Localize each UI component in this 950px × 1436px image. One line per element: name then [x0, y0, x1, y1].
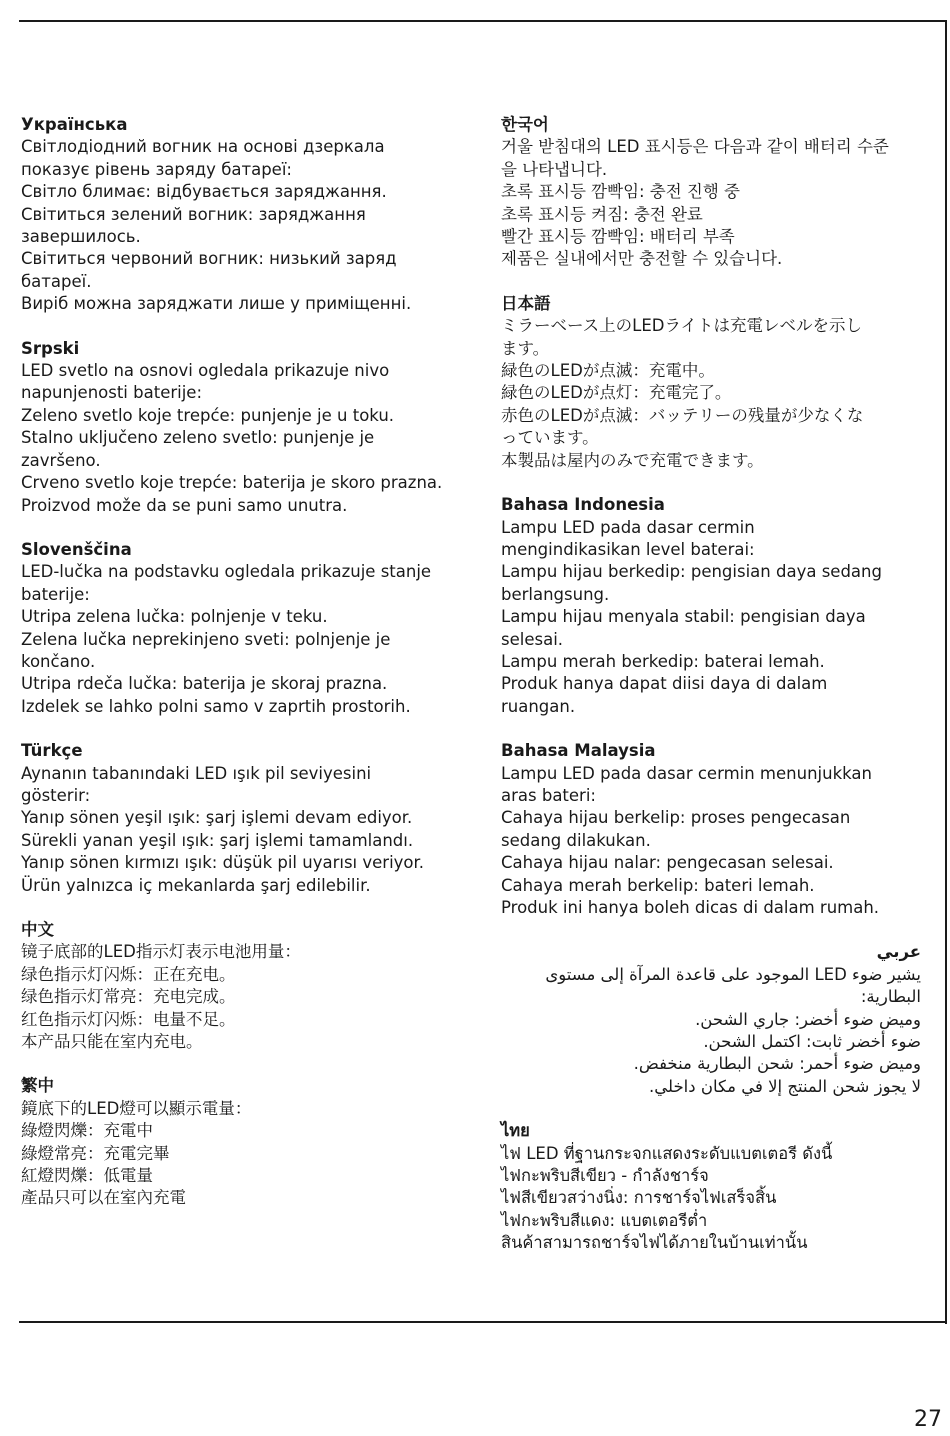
instruction-line: завершилось.: [21, 227, 141, 247]
instruction-line: berlangsung.: [501, 584, 610, 604]
instruction-line: 빨간 표시등 깜빡임: 배터리 부족: [501, 227, 735, 247]
instruction-line: Produk hanya dapat diisi daya di dalam: [501, 674, 828, 694]
instruction-line: Світиться зелений вогник: заряджання: [21, 204, 366, 224]
instruction-line: sedang dilakukan.: [501, 830, 651, 850]
instruction-line: 绿色指示灯闪烁：正在充电。: [21, 964, 236, 984]
instruction-line: 镜子底部的LED指示灯表示电池用量：: [21, 942, 301, 962]
instruction-line: Produk ini hanya boleh dicas di dalam rumah.: [501, 898, 880, 917]
instruction-line: Izdelek se lahko polni samo v zaprtih prostorih.: [21, 696, 411, 716]
language-section-lang-left_column-0: [21, 114, 476, 316]
instruction-line: يشير ضوء LED الموجود على قاعدة المرآة إلى مستوى: [545, 964, 921, 984]
instruction-line: ます。: [501, 338, 550, 358]
instruction-line: ruangan.: [501, 696, 576, 716]
instruction-line: 鏡底下的LED燈可以顯示電量：: [21, 1098, 252, 1118]
language-section-sloven-ina: [21, 539, 476, 718]
instruction-line: napunjenosti baterije:: [21, 383, 203, 403]
instruction-line: aras bateri:: [501, 785, 596, 805]
instruction-line: لا يجوز شحن المنتج إلا في مكان داخلي.: [649, 1076, 921, 1096]
language-heading: 繁中: [21, 1076, 54, 1096]
instruction-line: ไฟสีเขียวสว่างนิ่ง: การชาร์จไฟเสร็จสิ้น: [501, 1188, 777, 1208]
instruction-line: Utripa rdeča lučka: baterija je skoraj prazna.: [21, 674, 388, 694]
instruction-line: Виріб можна заряджати лише у приміщенні.: [21, 294, 412, 314]
language-heading: Bahasa Malaysia: [501, 741, 656, 761]
instruction-line: 绿色指示灯常亮：充电完成。: [21, 987, 236, 1007]
instruction-line: LED-lučka na podstavku ogledala prikazuje stanje: [21, 562, 432, 582]
instruction-line: ضوء أخضر ثابت: اكتمل الشحن.: [703, 1032, 921, 1052]
top-border: [19, 20, 947, 22]
language-heading: Türkçe: [21, 741, 83, 761]
instruction-line: 本产品只能在室内充电。: [21, 1032, 203, 1052]
language-heading: عربي: [876, 942, 921, 962]
instruction-line: ไฟกะพริบสีเขียว - กำลังชาร์จ: [501, 1166, 709, 1186]
instruction-line: Cahaya hijau berkelip: proses pengecasan: [501, 808, 851, 828]
instruction-line: 赤色のLEDが点滅：バッテリーの残量が少なくな: [501, 405, 864, 425]
language-section-lang-right_column-5: [501, 1120, 921, 1254]
language-heading: Bahasa Indonesia: [501, 495, 665, 515]
language-section-t-rk-e: [21, 740, 476, 897]
language-section-lang-right_column-4: [501, 941, 921, 1098]
instruction-line: 本製品は屋内のみで充電できます。: [501, 450, 764, 470]
instruction-line: ไฟ LED ที่ฐานกระจกแสดงระดับแบตเตอรี ดังนี้: [501, 1143, 833, 1163]
instruction-line: Sürekli yanan yeşil ışık: şarj işlemi tamamlandı.: [21, 830, 414, 850]
instruction-line: Zeleno svetlo koje trepće: punjenje je u toku.: [21, 405, 395, 425]
instruction-line: Lampu hijau menyala stabil: pengisian daya: [501, 607, 866, 627]
instruction-line: Lampu LED pada dasar cermin menunjukkan: [501, 763, 872, 783]
instruction-line: ミラーベース上のLEDライトは充電レベルを示し: [501, 316, 863, 336]
instruction-line: 초록 표시등 깜빡임: 충전 진행 중: [501, 182, 740, 202]
instruction-line: 紅燈閃爍：低電量: [21, 1166, 153, 1186]
instruction-line: 거울 받침대의 LED 표시등은 다음과 같이 배터리 수준: [501, 137, 889, 157]
language-heading: Slovenščina: [21, 539, 132, 559]
bottom-border: [19, 1321, 947, 1323]
instruction-line: Lampu merah berkedip: baterai lemah.: [501, 651, 825, 671]
instruction-line: البطارية:: [860, 987, 921, 1007]
instruction-line: وميض ضوء أحمر: شحن البطارية منخفض.: [633, 1054, 921, 1074]
instruction-line: Ürün yalnızca iç mekanlarda şarj edilebilir.: [21, 875, 371, 895]
language-heading: Українська: [21, 115, 128, 134]
instruction-line: وميض ضوء أخضر: جاري الشحن.: [695, 1009, 921, 1029]
instruction-line: показує рівень заряду батареї:: [21, 159, 292, 179]
language-heading: 日本語: [501, 293, 551, 313]
left-column: [21, 114, 476, 1232]
instruction-line: končano.: [21, 651, 96, 671]
language-section-lang-right_column-1: [501, 293, 921, 472]
instruction-line: 綠燈閃爍：充電中: [21, 1121, 153, 1141]
instruction-line: selesai.: [501, 629, 564, 649]
instruction-line: Proizvod može da se puni samo unutra.: [21, 495, 348, 515]
instruction-line: Lampu hijau berkedip: pengisian daya sedang: [501, 562, 882, 582]
language-heading: Srpski: [21, 338, 80, 358]
instruction-line: 제품은 실내에서만 충전할 수 있습니다.: [501, 249, 783, 269]
instruction-line: Zelena lučka neprekinjeno sveti: polnjenje je: [21, 629, 391, 649]
instruction-line: završeno.: [21, 450, 101, 470]
instruction-line: Lampu LED pada dasar cermin: [501, 517, 755, 537]
language-section-bahasa-malaysia: [501, 740, 921, 919]
instruction-line: ไฟกะพริบสีแดง: แบตเตอรีต่ำ: [501, 1210, 708, 1230]
instruction-line: 綠燈常亮：充電完畢: [21, 1143, 170, 1163]
language-section-srpski: [21, 338, 476, 517]
instruction-line: Aynanın tabanındaki LED ışık pil seviyesini: [21, 763, 372, 783]
page-number: 27: [914, 1407, 942, 1432]
language-heading: 한국어: [501, 115, 549, 134]
language-section-lang-left_column-4: [21, 919, 476, 1053]
language-section-bahasa-indonesia: [501, 494, 921, 718]
instruction-line: สินค้าสามารถชาร์จไฟได้ภายในบ้านเท่านั้น: [501, 1233, 808, 1253]
language-heading: ไทย: [501, 1121, 530, 1141]
right-column: [501, 114, 921, 1277]
instruction-line: LED svetlo na osnovi ogledala prikazuje nivo: [21, 361, 390, 381]
instruction-line: 초록 표시등 켜짐: 충전 완료: [501, 204, 703, 224]
instruction-line: gösterir:: [21, 785, 91, 805]
instruction-line: Utripa zelena lučka: polnjenje v teku.: [21, 607, 328, 627]
instruction-line: Crveno svetlo koje trepće: baterija je skoro prazna.: [21, 473, 443, 493]
language-section-lang-right_column-0: [501, 114, 921, 271]
instruction-line: 緑色のLEDが点灯：充電完了。: [501, 383, 732, 403]
instruction-line: 红色指示灯闪烁：电量不足。: [21, 1009, 236, 1029]
instruction-line: Stalno uključeno zeleno svetlo: punjenje je: [21, 428, 375, 448]
instruction-line: mengindikasikan level baterai:: [501, 539, 755, 559]
language-heading: 中文: [21, 920, 54, 939]
language-section-lang-left_column-5: [21, 1075, 476, 1209]
instruction-line: Yanıp sönen yeşil ışık: şarj işlemi devam ediyor.: [21, 808, 413, 828]
instruction-line: baterije:: [21, 584, 90, 604]
instruction-line: Світло блимає: відбувається заряджання.: [21, 182, 387, 202]
instruction-line: 緑色のLEDが点滅：充電中。: [501, 361, 715, 381]
instruction-line: Світлодіодний вогник на основі дзеркала: [21, 137, 385, 157]
instruction-line: Cahaya hijau nalar: pengecasan selesai.: [501, 853, 834, 873]
instruction-line: батареї.: [21, 271, 92, 291]
instruction-line: Cahaya merah berkelip: bateri lemah.: [501, 875, 815, 895]
instruction-line: 을 나타냅니다.: [501, 159, 608, 179]
instruction-line: Світиться червоний вогник: низький заряд: [21, 249, 397, 269]
instruction-line: 產品只可以在室內充電: [21, 1188, 186, 1208]
instruction-line: っています。: [501, 428, 599, 448]
instruction-line: Yanıp sönen kırmızı ışık: düşük pil uyarısı veriyor.: [21, 853, 425, 873]
right-border: [945, 20, 947, 1324]
